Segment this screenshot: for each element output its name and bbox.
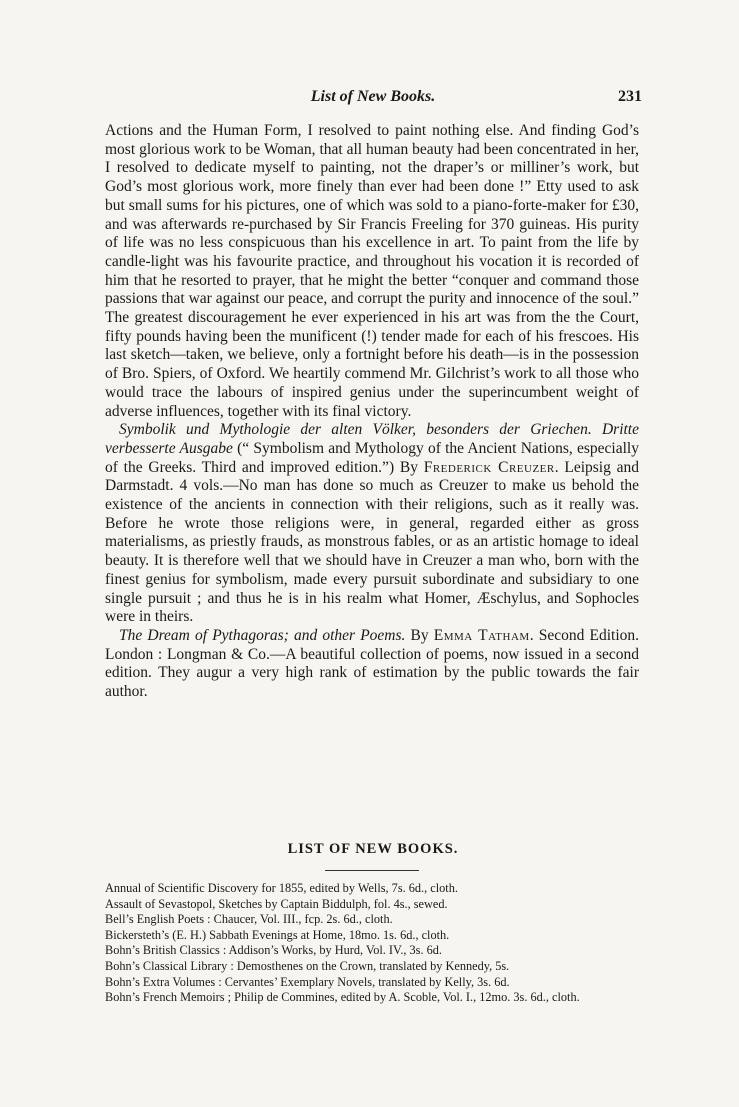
article-body bbox=[105, 122, 639, 702]
creuzer-author: Frederick Creuzer bbox=[423, 458, 555, 476]
creuzer-translation: (“ Symbolism and Mythology of the Ancient Nations, especially of the Greeks. Third and improved edition.”) By bbox=[105, 439, 639, 476]
running-title: List of New Books. bbox=[310, 88, 436, 105]
creuzer-review-paragraph bbox=[105, 421, 639, 627]
tatham-by: By bbox=[405, 626, 434, 644]
book-list-item: Bohn’s French Memoirs ; Philip de Commines, edited by A. Scoble, Vol. I., 12mo. 3s. 6d., cloth. bbox=[105, 990, 580, 1005]
book-list-item: Annual of Scientific Discovery for 1855, edited by Wells, 7s. 6d., cloth. bbox=[105, 881, 458, 895]
tatham-review-paragraph bbox=[105, 627, 639, 702]
new-books-heading: LIST OF NEW BOOKS. bbox=[287, 841, 459, 857]
book-list-item: Bohn’s Classical Library : Demosthenes on the Crown, translated by Kennedy, 5s. bbox=[105, 958, 510, 973]
creuzer-book-title: Symbolik und Mythologie der alten Völker, besonders der Griechen. Dritte verbesserte Ausgabe bbox=[105, 421, 639, 457]
book-list-item: Bell’s English Poets : Chaucer, Vol. III., fcp. 2s. 6d., cloth. bbox=[105, 912, 393, 927]
book-list-item: Bickersteth’s (E. H.) Sabbath Evenings at Home, 18mo. 1s. 6d., cloth. bbox=[105, 927, 450, 942]
book-list-item: Bohn’s British Classics : Addison’s Works, by Hurd, Vol. IV., 3s. 6d. bbox=[105, 943, 442, 958]
heading-rule bbox=[325, 870, 419, 871]
running-head bbox=[104, 88, 642, 112]
new-books-list bbox=[105, 881, 639, 1006]
tatham-book-title: The Dream of Pythagoras; and other Poems. bbox=[119, 626, 406, 644]
tatham-author: Emma Tatham bbox=[433, 626, 530, 644]
page-number: 231 bbox=[618, 88, 642, 105]
book-list-item: Assault of Sevastopol, Sketches by Captain Biddulph, fol. 4s., sewed. bbox=[105, 896, 448, 911]
book-list-item: Bohn’s Extra Volumes : Cervantes’ Exemplary Novels, translated by Kelly, 3s. 6d. bbox=[105, 974, 510, 989]
etty-review-paragraph: Actions and the Human Form, I resolved to paint nothing else. And finding God’s most glorious work to be Woman, that all human beauty had been concentrated in her, I resolved to dedicate myself to painting, not the draper’s or milliner’s work, but God’s most glorious work, more finely than ever had been done !” Etty used to ask but small sums for his pictures, one of which was sold to a piano-forte-maker for £30, and was afterwards re-purchased by Sir Francis Freeling for 370 guineas. His purity of life was no less conspicuous than his excellence in art. To paint from the life by candle-light was his favourite practice, and throughout his vocation it is recorded of him that he resorted to prayer, that he might the better “conquer and command those passions that war against our peace, and corrupt the purity and innocence of the soul.” The greatest discouragement he ever experienced in his art was from the the Court, fifty pounds having been the munificent (!) tender made for each of his frescoes. His last sketch—taken, we believe, only a fortnight before his death—is in the possession of Bro. Spiers, of Oxford. We heartily commend Mr. Gilchrist’s work to all those who would trace the labours of inspired genius under the superincumbent weight of adverse influences, together with its final victory. bbox=[105, 122, 639, 420]
tatham-review-text: . Second Edition. London : Longman & Co.—A beautiful collection of poems, now issued in a second edition. They augur a very high rank of estimation by the public towards the fair author. bbox=[105, 626, 639, 701]
creuzer-review-text: . Leipsig and Darmstadt. 4 vols.—No man has done so much as Creuzer to make us behold the existence of the ancients in connection with their religions, such as it really was. Before he wrote those religions were, in general, regarded either as gross materialisms, as priestly frauds, as monstrous fables, or as an artistic homage to ideal beauty. It is therefore well that we should have in Creuzer a man who, born with the finest genius for symbolism, made every pursuit subordinate and subsidiary to one single pursuit ; and thus he is in his realm what Homer, Æschylus, and Sophocles were in theirs. bbox=[105, 458, 639, 626]
